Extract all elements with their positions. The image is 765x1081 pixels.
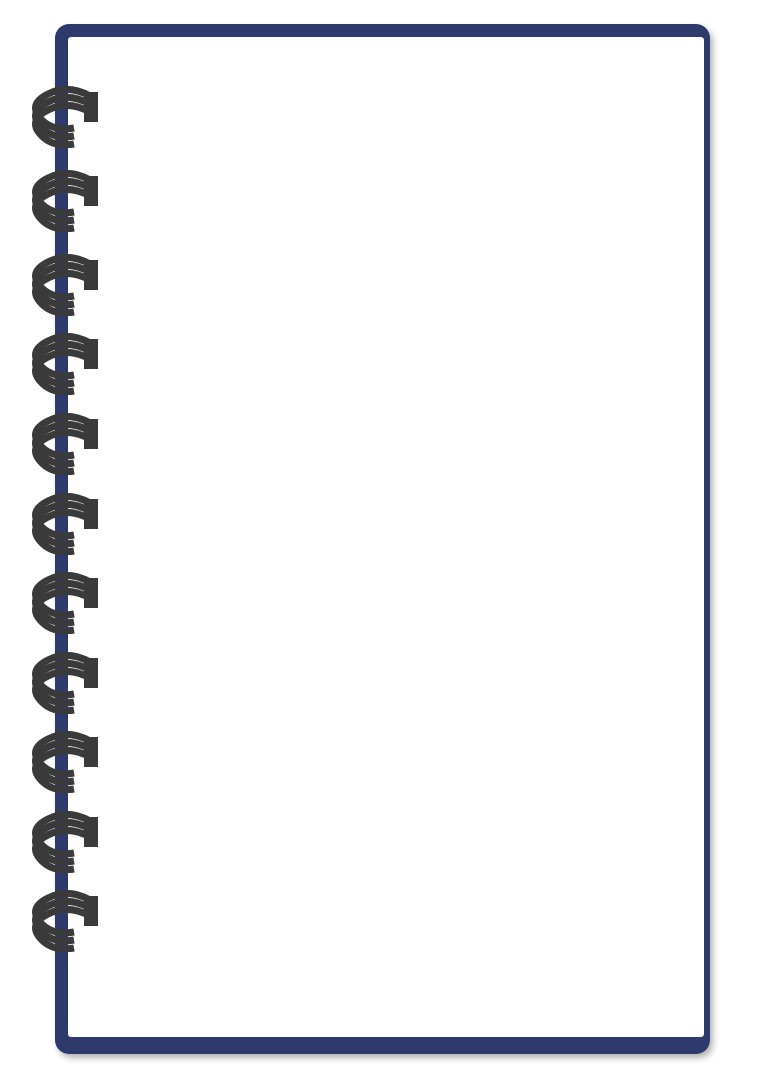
poster-content [68, 37, 704, 1037]
